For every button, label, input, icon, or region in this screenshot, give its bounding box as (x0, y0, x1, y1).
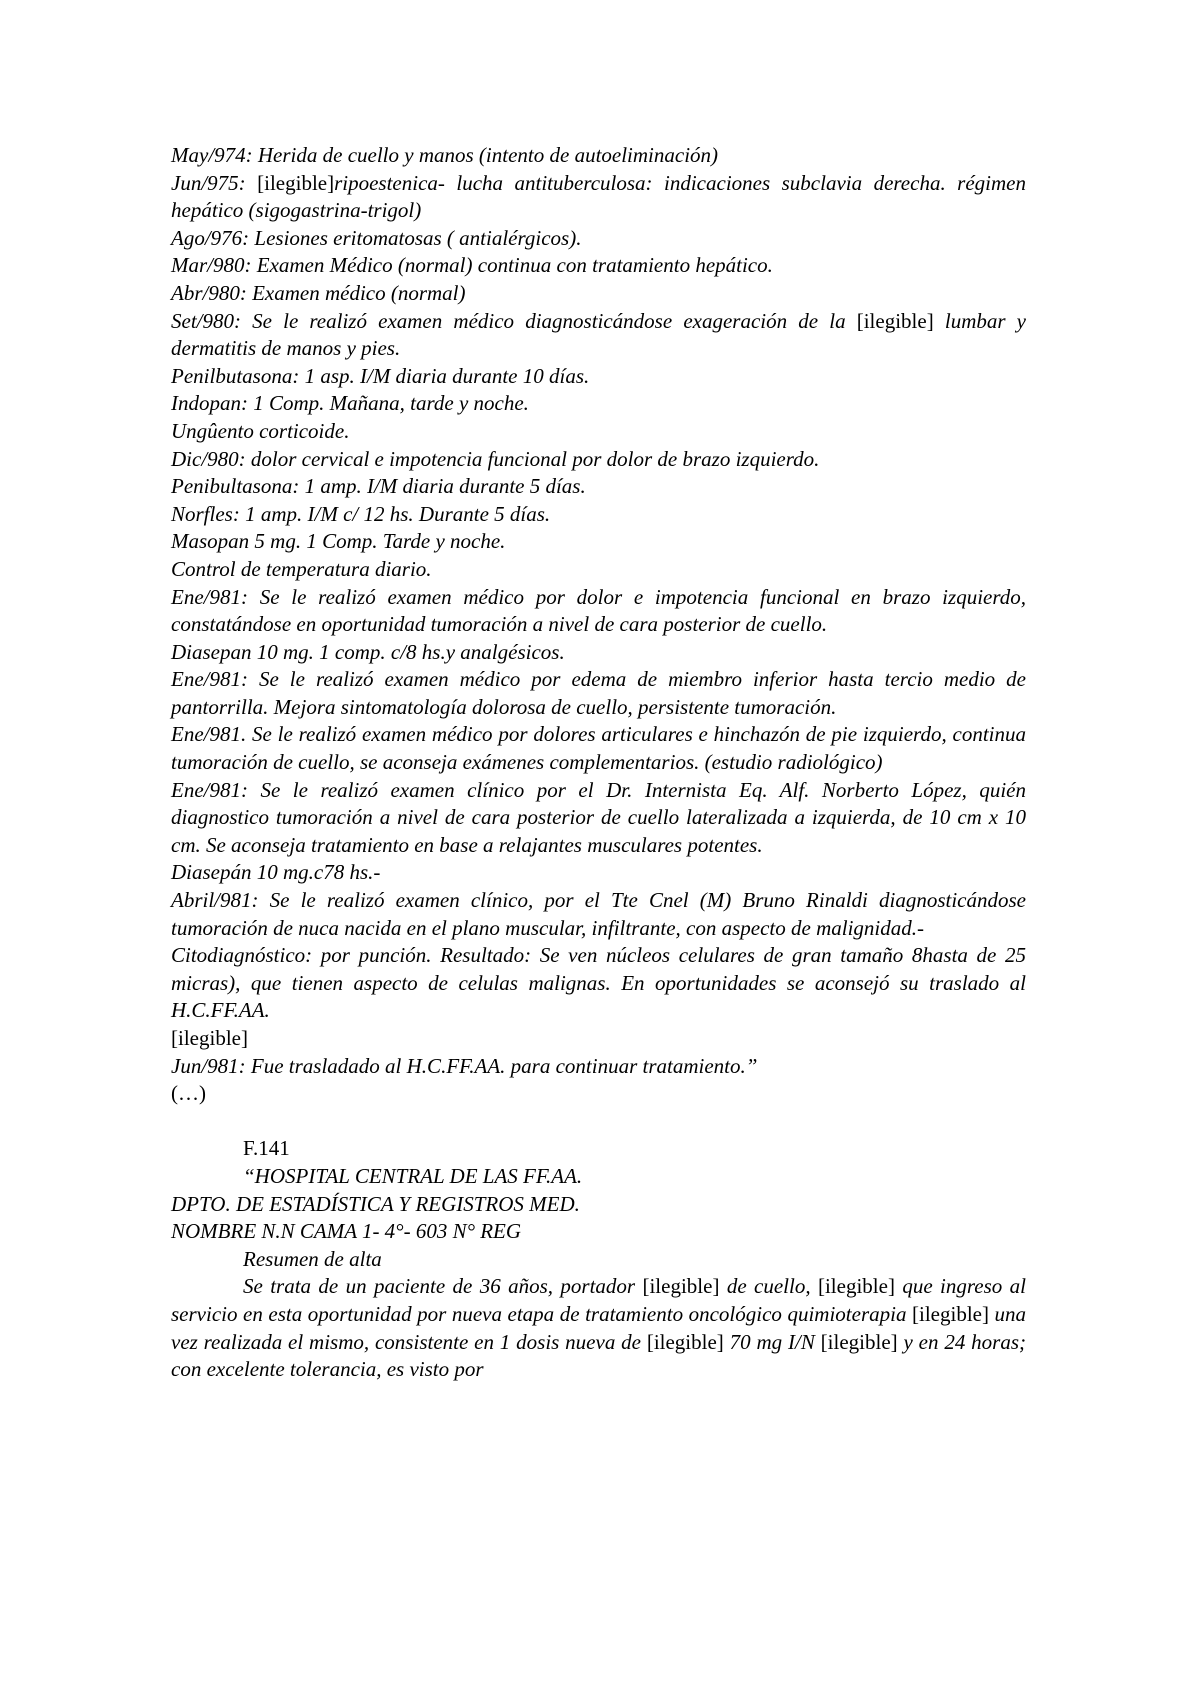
text-line: Indopan: 1 Comp. Mañana, tarde y noche. (171, 391, 529, 416)
illegible-marker: [ilegible] (856, 308, 934, 333)
illegible-marker: [ilegible] (642, 1274, 720, 1299)
document-body (171, 142, 1026, 1384)
text-line: May/974: Herida de cuello y manos (intento de autoeliminación) (171, 143, 719, 167)
text-run: y en 24 horas; con excelente tolerancia, es visto por (171, 1329, 1026, 1382)
illegible-marker: [ilegible] (257, 170, 335, 195)
text-run: de cuello, (719, 1274, 818, 1299)
text-line: Jun/981: Fue trasladado al H.C.FF.AA. para continuar tratamiento.” (171, 1053, 758, 1078)
text-line: Dic/980: dolor cervical e impotencia funcional por dolor de brazo izquierdo. (171, 446, 820, 471)
text-run: Se trata de un paciente de 36 años, portador (243, 1274, 643, 1299)
text-line: Ungûento corticoide. (171, 418, 350, 443)
illegible-marker: [ilegible] (820, 1329, 898, 1354)
text-line: Mar/980: Examen Médico (normal) continua con tratamiento hepático. (171, 253, 773, 278)
text-paragraph (171, 887, 1026, 942)
text-line: Control de temperatura diario. (171, 556, 432, 581)
text-line: Diasepán 10 mg.c78 hs.- (171, 860, 381, 885)
text-line: Penilbutasona: 1 asp. I/M diaria durante 10 días. (171, 363, 590, 388)
text-run: Set/980: Se le realizó examen médico diagnosticándose exageración de la (171, 308, 857, 333)
text-run: que ingreso al servicio en esta oportunidad por nueva etapa de tratamiento oncológico quimioterapia (171, 1274, 1026, 1326)
text-paragraph (171, 721, 1026, 776)
blank-line (171, 1108, 1026, 1136)
text-line: DPTO. DE ESTADÍSTICA Y REGISTROS MED. (171, 1191, 580, 1216)
text-run: Ene/981: Se le realizó examen médico por edema de miembro inferior hasta tercio medio de pantorrilla. Mejora sintomatología dolorosa de cuello, persistente tumoración. (171, 667, 1026, 719)
text-line: NOMBRE N.N CAMA 1- 4°- 603 N° REG (171, 1219, 522, 1244)
text-line: “HOSPITAL CENTRAL DE LAS FF.AA. (243, 1163, 583, 1188)
text-line: (…) (171, 1081, 206, 1106)
text-line: Diasepan 10 mg. 1 comp. c/8 hs.y analgésicos. (171, 639, 565, 664)
text-paragraph (171, 584, 1026, 639)
text-line: [ilegible] (171, 1026, 248, 1050)
text-run: Abril/981: Se le realizó examen clínico, por el Tte Cnel (M) Bruno Rinaldi diagnosticándose tumoración de nuca nacida en el plano muscular, infiltrante, con aspecto de malignidad.- (171, 888, 1026, 940)
text-run: Ene/981: Se le realizó examen médico por dolor e impotencia funcional en brazo izquierdo, constatándose en oportunidad tumoración a nivel de cara posterior de cuello. (171, 584, 1026, 637)
illegible-marker: [ilegible] (646, 1329, 724, 1354)
text-line: Resumen de alta (243, 1246, 382, 1271)
text-line: Masopan 5 mg. 1 Comp. Tarde y noche. (171, 529, 506, 554)
text-line: F.141 (243, 1136, 290, 1161)
text-run: Ene/981: Se le realizó examen clínico por el Dr. Internista Eq. Alf. Norberto López, quién diagnostico tumoración a nivel de cara posterior de cuello lateralizada a izquierda, de 10 cm x 10 cm. Se aconseja tratamiento en base a relajantes musculares potentes. (171, 777, 1026, 857)
text-line: Penibultasona: 1 amp. I/M diaria durante 5 días. (171, 474, 586, 499)
text-paragraph (171, 942, 1026, 1025)
text-line: Norfles: 1 amp. I/M c/ 12 hs. Durante 5 días. (171, 501, 551, 526)
text-paragraph (171, 170, 1026, 225)
text-line: Abr/980: Examen médico (normal) (171, 280, 466, 305)
illegible-marker: [ilegible] (912, 1301, 989, 1326)
text-paragraph (171, 1273, 1026, 1383)
text-line: Ago/976: Lesiones eritomatosas ( antialérgicos). (171, 225, 582, 250)
text-run: una vez realizada el mismo, consistente en 1 dosis nueva de (171, 1301, 1027, 1354)
text-run: Citodiagnóstico: por punción. Resultado: Se ven núcleos celulares de gran tamaño 8hasta de 25 micras), que tienen aspecto de celulas malignas. En oportunidades se aconsejó su traslado al H.C.FF.AA. (171, 943, 1026, 1023)
text-paragraph (171, 666, 1026, 721)
text-run: ripoestenica- lucha antituberculosa: indicaciones subclavia derecha. régimen hepático (sigogastrina-trigol) (171, 170, 1026, 223)
illegible-marker: [ilegible] (817, 1274, 895, 1299)
text-paragraph (171, 777, 1026, 860)
text-run: Jun/975: (171, 170, 258, 195)
text-run: 70 mg I/N (723, 1329, 821, 1354)
text-paragraph (171, 308, 1026, 363)
text-run: Ene/981. Se le realizó examen médico por dolores articulares e hinchazón de pie izquierdo, continua tumoración de cuello, se aconseja exámenes complementarios. (estudio radiológico) (171, 722, 1026, 775)
text-run: lumbar y dermatitis de manos y pies. (171, 308, 1026, 361)
